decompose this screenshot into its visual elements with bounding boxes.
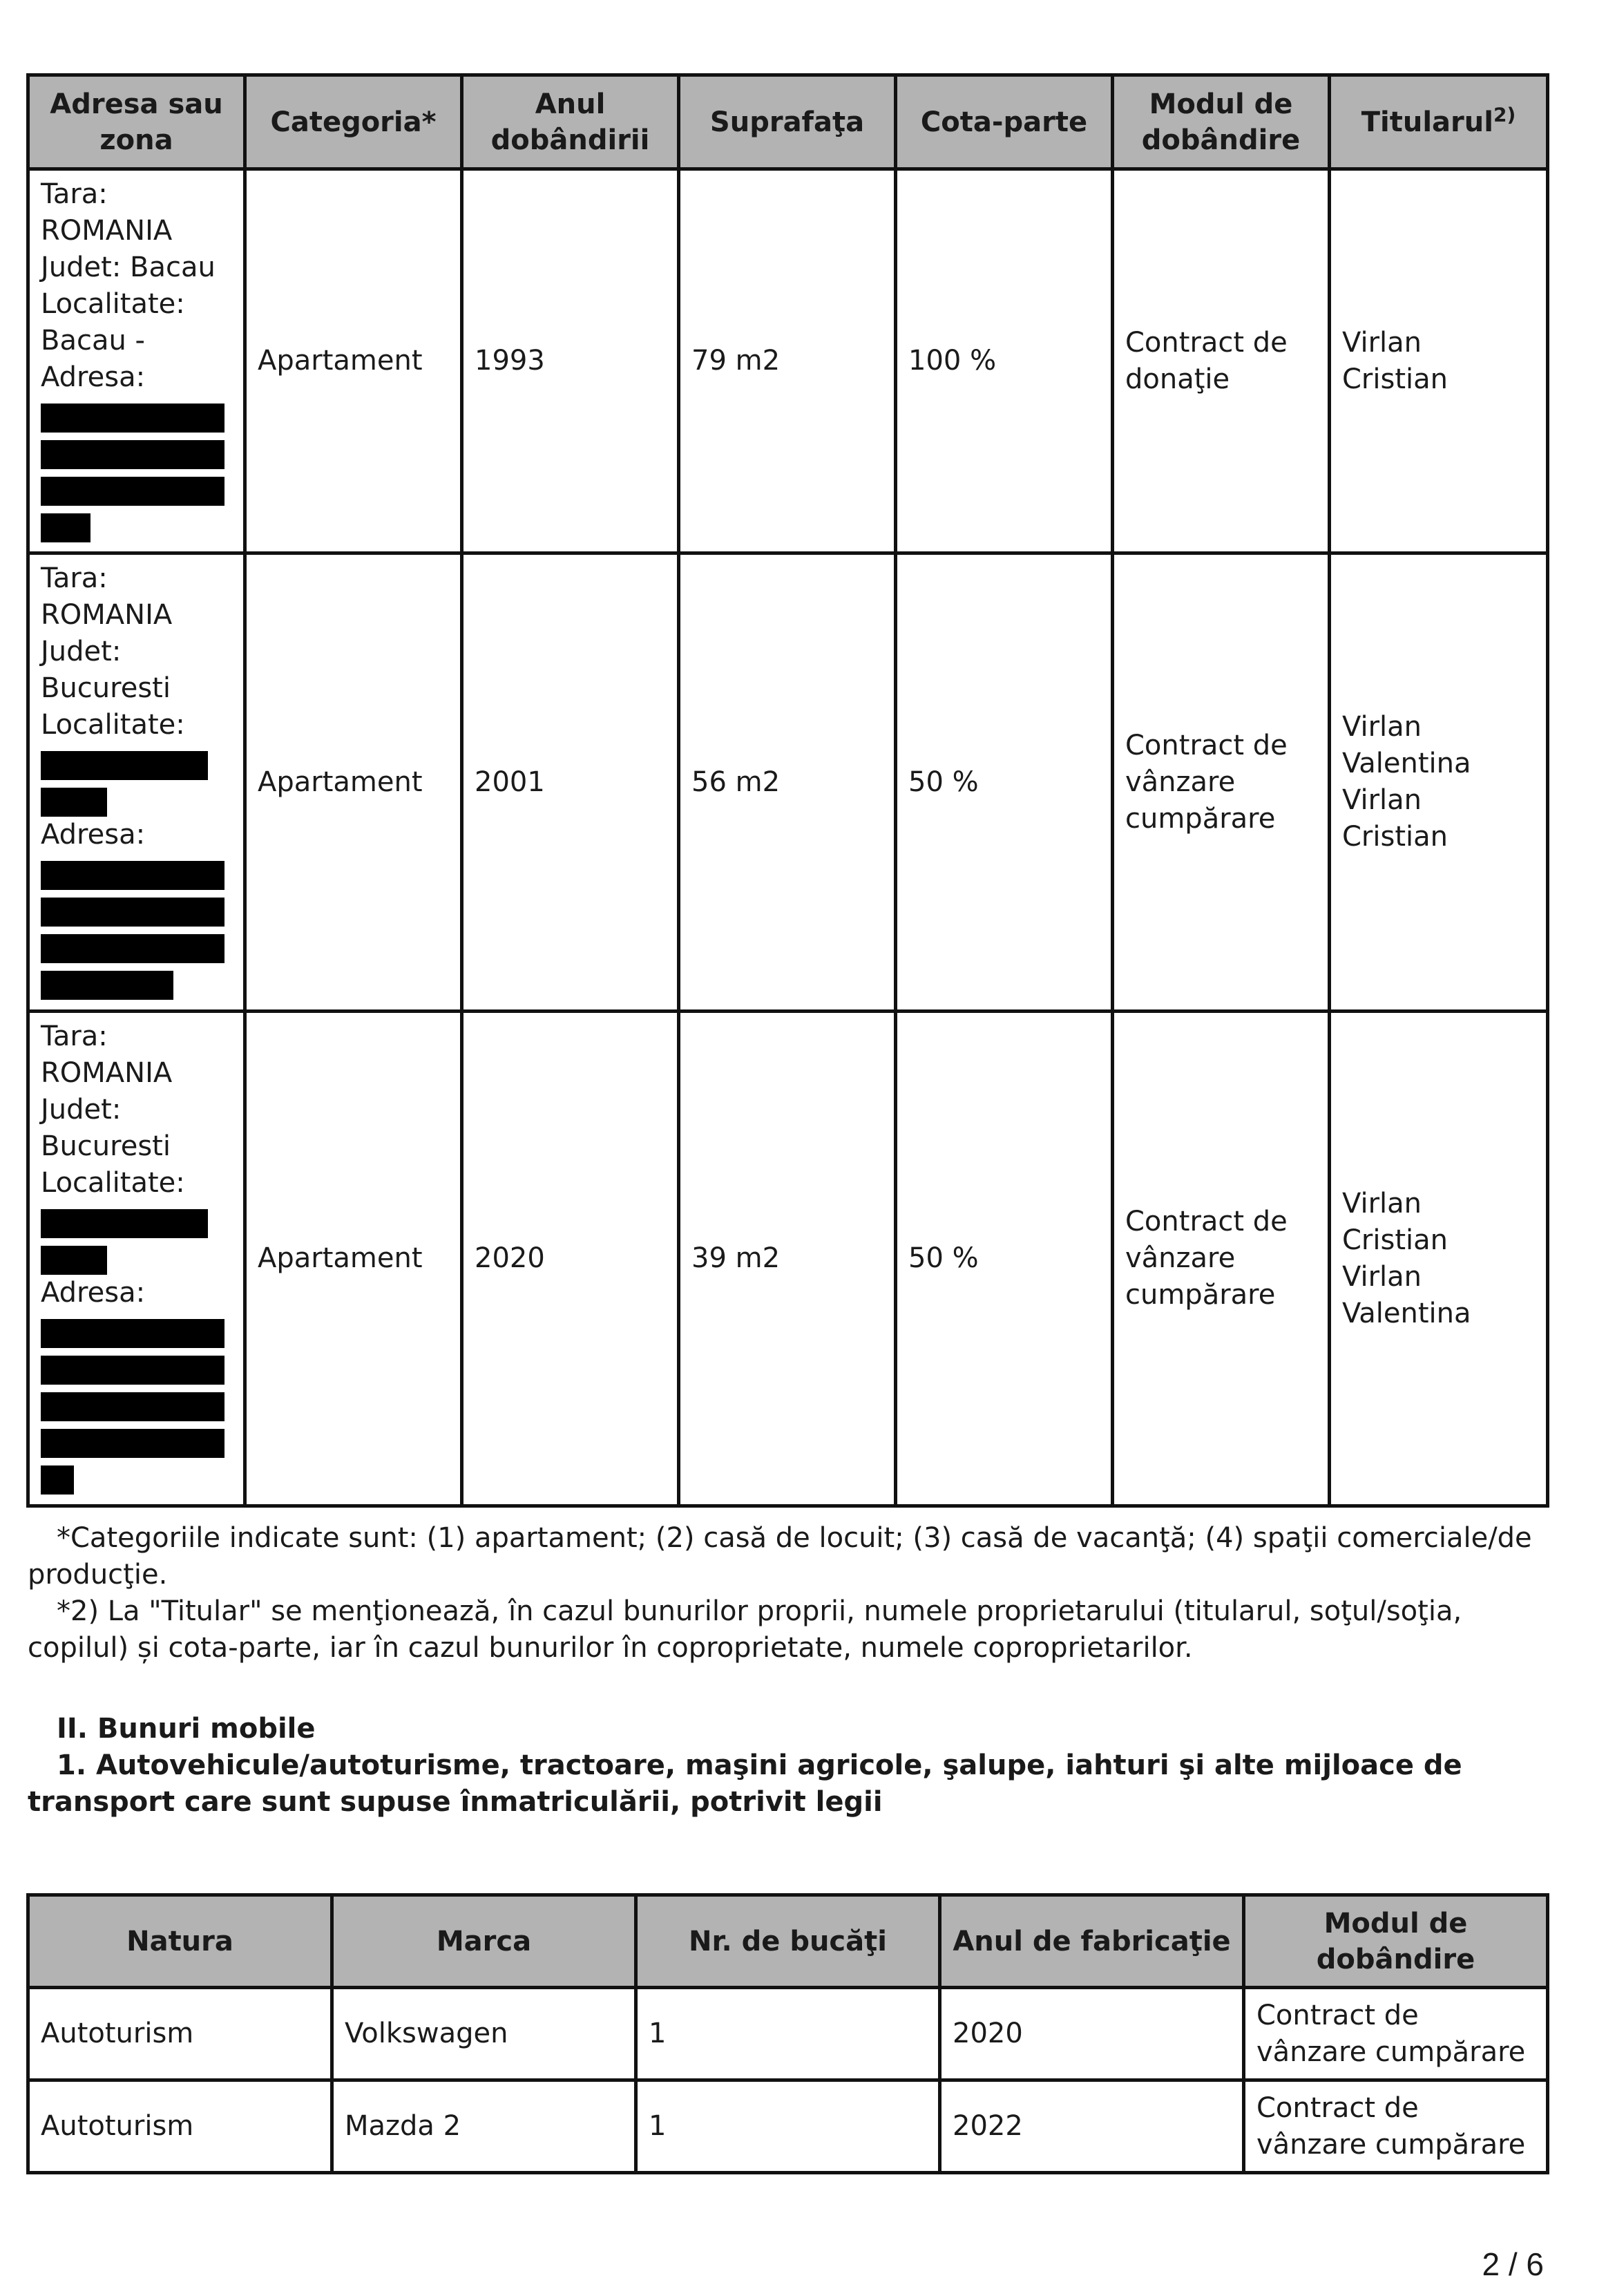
area-cell: 56 m2 — [679, 553, 896, 1012]
column-header: Anul de fabricaţie — [940, 1895, 1244, 1988]
table-row — [28, 553, 1548, 1012]
redaction-bar — [41, 1246, 107, 1275]
redaction-bar — [41, 1392, 224, 1421]
redaction-bar — [41, 1356, 224, 1385]
vehicle-type-cell: Autoturism — [28, 1988, 332, 2080]
column-header-label: Titularul — [1361, 106, 1493, 138]
category-cell: Apartament — [245, 553, 462, 1012]
table-row — [28, 2080, 1548, 2173]
year-cell: 2001 — [462, 553, 679, 1012]
vehicle-year-cell: 2022 — [940, 2080, 1244, 2173]
footnote-marker: 2) — [1493, 103, 1516, 126]
address-line: Tara: — [41, 1021, 108, 1052]
redaction-bar — [41, 1465, 74, 1495]
address-cell — [28, 169, 245, 553]
category-cell: Apartament — [245, 169, 462, 553]
redaction-bar — [41, 898, 224, 927]
address-line: Judet: — [41, 636, 122, 667]
share-cell: 50 % — [896, 553, 1113, 1012]
vehicle-type-cell: Autoturism — [28, 2080, 332, 2173]
redaction-bar — [41, 788, 107, 817]
section-heading-block — [28, 1711, 1540, 1821]
vehicle-count-cell: 1 — [636, 2080, 940, 2173]
acquisition-mode-cell: Contract de vânzare cumpărare — [1244, 2080, 1548, 2173]
redaction-bar — [41, 751, 208, 780]
vehicle-count-cell: 1 — [636, 1988, 940, 2080]
holder-cell: Virlan Cristian Virlan Valentina — [1330, 1012, 1548, 1506]
titular-footnote: *2) La "Titular" se menţionează, în cazul bunurilor proprii, numele proprietarului (titularul, soţul/soţia, copilul) și cota-parte, iar în cazul bunurilor în coproprietate, numele coproprietarilor. — [28, 1595, 1462, 1664]
address-line: Bucuresti — [41, 1130, 171, 1162]
vehicle-brand-cell: Mazda 2 — [332, 2080, 636, 2173]
column-header: Natura — [28, 1895, 332, 1988]
acquisition-mode-cell: Contract de vânzare cumpărare — [1113, 1012, 1330, 1506]
acquisition-mode-cell: Contract de vânzare cumpărare — [1244, 1988, 1548, 2080]
redaction-bar — [41, 1209, 208, 1238]
redaction-bar — [41, 971, 173, 1000]
redaction-bar — [41, 513, 90, 542]
table-row — [28, 169, 1548, 553]
address-line: ROMANIA — [41, 1057, 173, 1089]
address-line: ROMANIA — [41, 215, 173, 247]
redaction-bar — [41, 861, 224, 890]
column-header: Marca — [332, 1895, 636, 1988]
share-cell: 50 % — [896, 1012, 1113, 1506]
area-cell: 39 m2 — [679, 1012, 896, 1506]
redaction-bar — [41, 440, 224, 469]
vehicles-table — [26, 1893, 1549, 2174]
column-header: Nr. de bucăţi — [636, 1895, 940, 1988]
address-line: Localitate: — [41, 1167, 185, 1199]
holder-cell: Virlan Cristian — [1330, 169, 1548, 553]
acquisition-mode-cell: Contract de donaţie — [1113, 169, 1330, 553]
footnotes — [28, 1520, 1540, 1667]
address-cell — [28, 1012, 245, 1506]
redaction-bar — [41, 1429, 224, 1458]
address-line: Adresa: — [41, 1277, 146, 1309]
table-row — [28, 1012, 1548, 1506]
column-header: Categoria* — [245, 75, 462, 169]
address-line: Adresa: — [41, 361, 146, 393]
redaction-bar — [41, 1319, 224, 1348]
share-cell: 100 % — [896, 169, 1113, 553]
column-header: Modul de dobândire — [1113, 75, 1330, 169]
holder-cell: Virlan Valentina Virlan Cristian — [1330, 553, 1548, 1012]
address-line: Adresa: — [41, 819, 146, 851]
address-line: Tara: — [41, 178, 108, 210]
redaction-bar — [41, 477, 224, 506]
vehicle-brand-cell: Volkswagen — [332, 1988, 636, 2080]
year-cell: 1993 — [462, 169, 679, 553]
section-subheading: 1. Autovehicule/autoturisme, tractoare, maşini agricole, şalupe, iahturi şi alte mijloace de transport care sunt supuse înmatriculării, potrivit legii — [28, 1749, 1462, 1818]
page-number: 2 / 6 — [1482, 2246, 1544, 2282]
address-line: Localitate: — [41, 288, 185, 320]
section-heading: II. Bunuri mobile — [57, 1713, 316, 1745]
redaction-bar — [41, 934, 224, 963]
table-header-row — [28, 1895, 1548, 1988]
address-line: Bacau - — [41, 325, 145, 357]
column-header — [1330, 75, 1548, 169]
address-line: Judet: Bacau — [41, 252, 216, 283]
address-line: Localitate: — [41, 709, 185, 741]
column-header: Modul de dobândire — [1244, 1895, 1548, 1988]
address-line: Judet: — [41, 1094, 122, 1126]
address-line: Bucuresti — [41, 672, 171, 704]
column-header: Anul dobândirii — [462, 75, 679, 169]
column-header: Cota-parte — [896, 75, 1113, 169]
address-line: Tara: — [41, 562, 108, 594]
vehicle-year-cell: 2020 — [940, 1988, 1244, 2080]
area-cell: 79 m2 — [679, 169, 896, 553]
column-header: Suprafaţa — [679, 75, 896, 169]
redaction-bar — [41, 404, 224, 433]
year-cell: 2020 — [462, 1012, 679, 1506]
acquisition-mode-cell: Contract de vânzare cumpărare — [1113, 553, 1330, 1012]
address-cell — [28, 553, 245, 1012]
column-header: Adresa sau zona — [28, 75, 245, 169]
address-line: ROMANIA — [41, 599, 173, 631]
table-row — [28, 1988, 1548, 2080]
properties-table — [26, 73, 1549, 1508]
categories-footnote: *Categoriile indicate sunt: (1) apartament; (2) casă de locuit; (3) casă de vacanţă; (4) spaţii comerciale/de producţie. — [28, 1522, 1532, 1591]
table-header-row — [28, 75, 1548, 169]
category-cell: Apartament — [245, 1012, 462, 1506]
